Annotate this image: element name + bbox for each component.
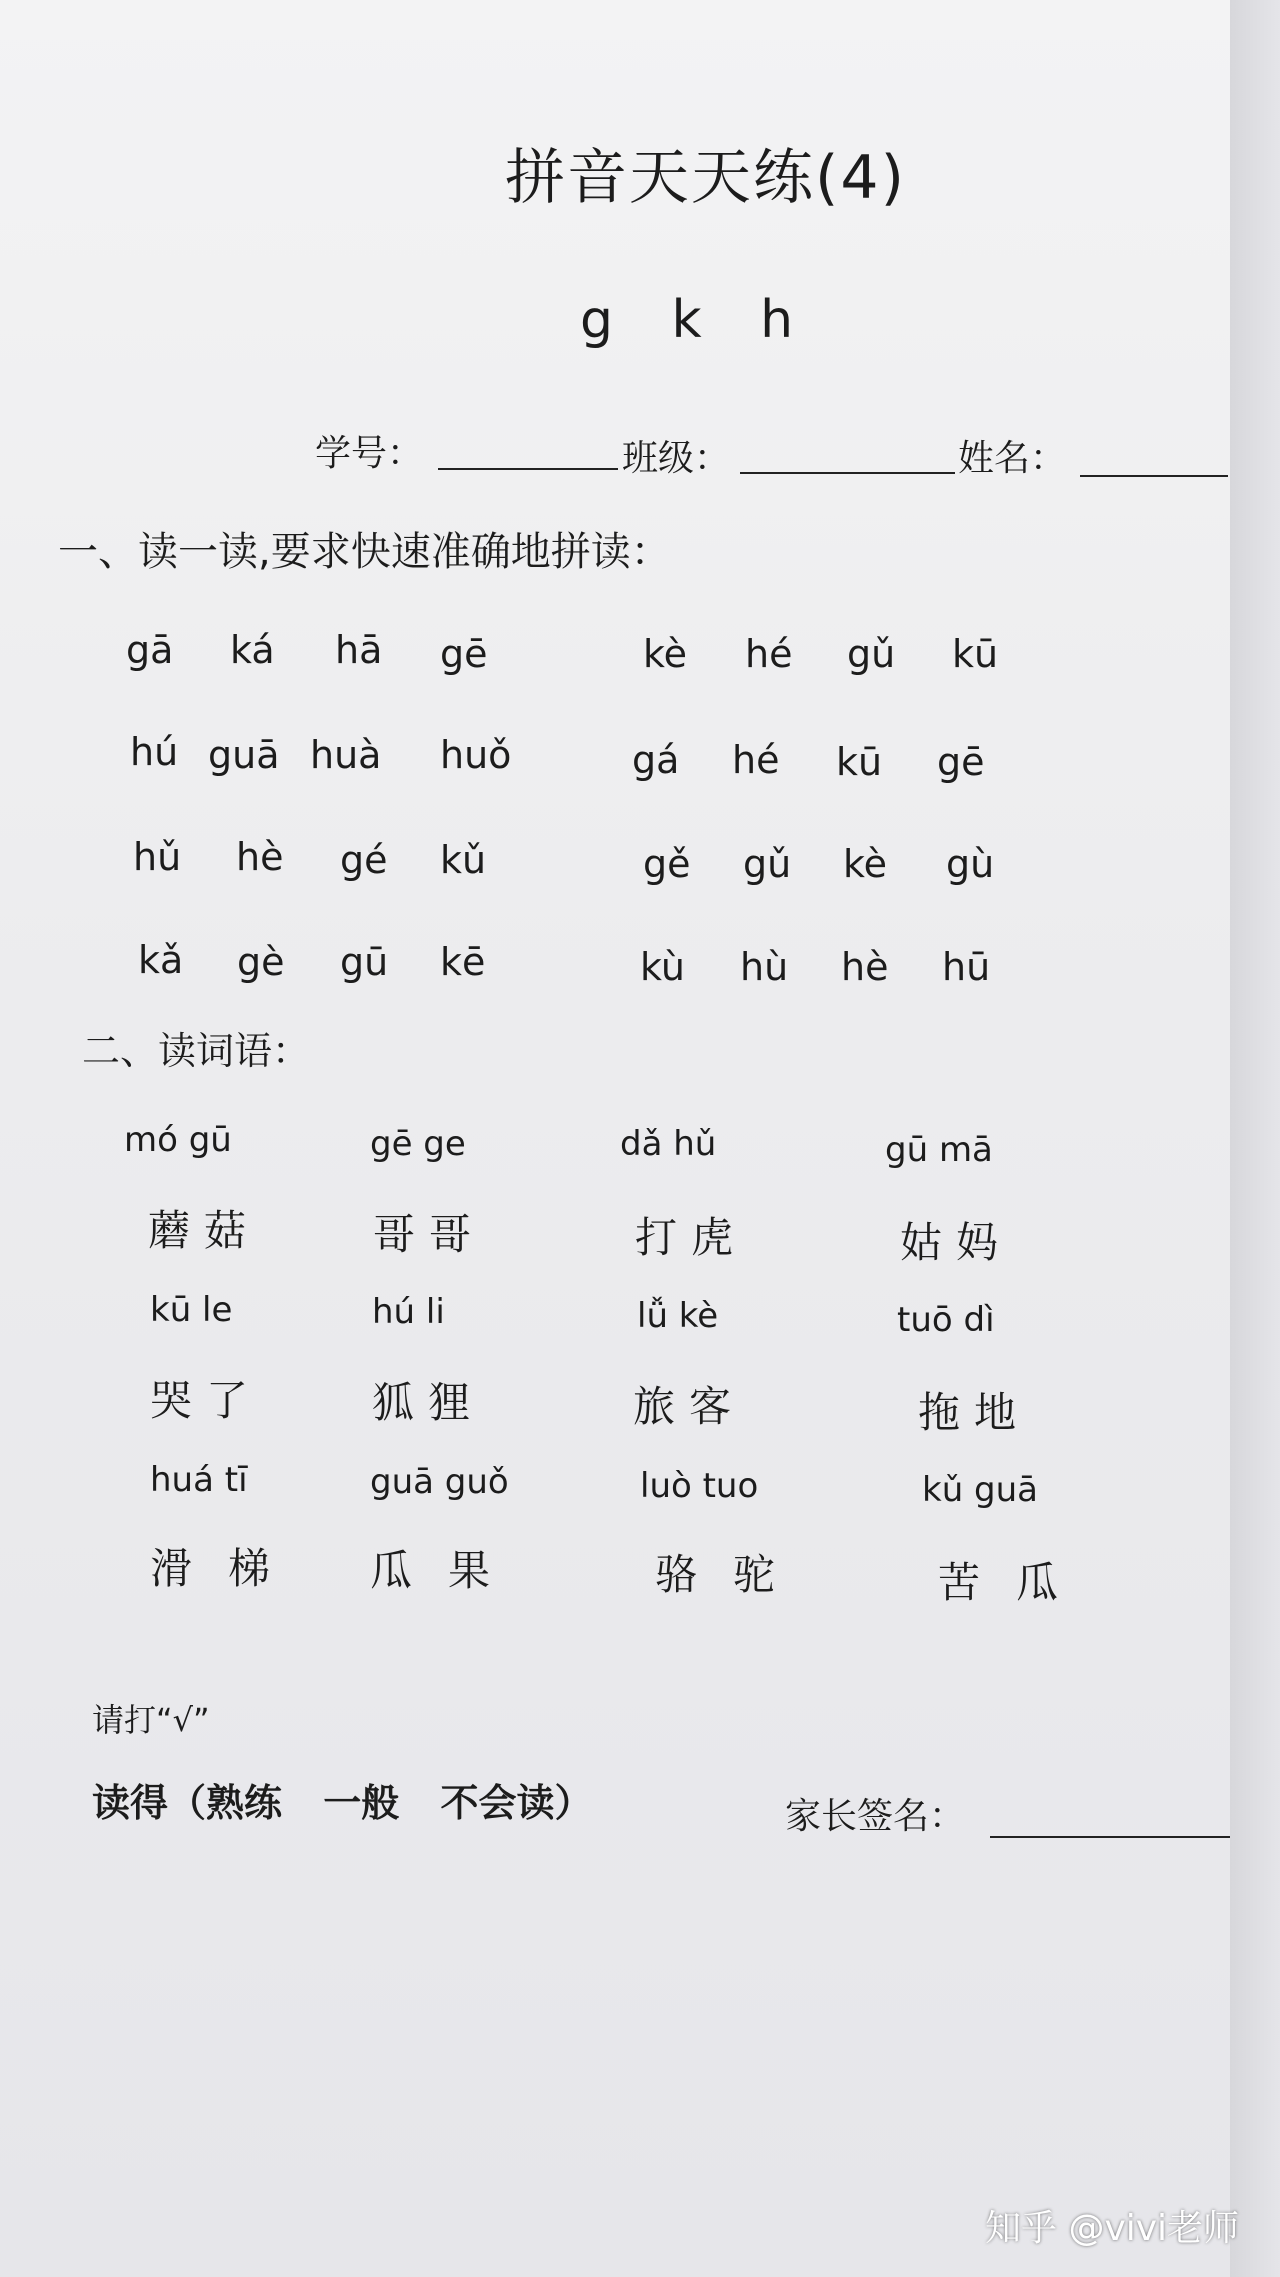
syllable: kǎ	[138, 938, 184, 982]
syllable: kǔ	[440, 838, 487, 882]
section-two-heading: 二、读词语：	[82, 1029, 311, 1073]
page-edge-shadow	[1230, 0, 1280, 2277]
syllable: hù	[740, 945, 789, 989]
syllable: gā	[126, 628, 174, 672]
word-pinyin: kū le	[150, 1290, 233, 1330]
word-hanzi: 瓜果	[370, 1546, 527, 1595]
word-hanzi: 打虎	[635, 1213, 748, 1262]
syllable: hā	[335, 628, 383, 672]
name-blank	[1080, 475, 1228, 477]
word-pinyin: dǎ hǔ	[620, 1124, 717, 1164]
parent-signature-label: 家长签名：	[785, 1796, 966, 1837]
syllable: kē	[440, 940, 486, 984]
word-hanzi: 骆驼	[655, 1550, 812, 1599]
syllable: kū	[952, 632, 999, 676]
parent-signature-blank	[990, 1836, 1230, 1838]
student-number-label: 学号：	[315, 433, 424, 474]
word-hanzi: 滑梯	[150, 1544, 307, 1593]
syllable: hǔ	[133, 835, 182, 879]
class-blank	[740, 472, 955, 474]
word-hanzi: 哭了	[150, 1376, 263, 1425]
syllable: gǔ	[743, 842, 792, 886]
word-hanzi: 哥哥	[373, 1210, 486, 1259]
syllable: kù	[640, 945, 685, 989]
word-hanzi: 旅客	[633, 1382, 746, 1431]
word-pinyin: mó gū	[124, 1120, 232, 1160]
syllable: hú	[130, 730, 179, 774]
watermark: 知乎 @vivi老师	[985, 2208, 1240, 2249]
syllable: gū	[340, 940, 389, 984]
syllable: gē	[440, 632, 488, 676]
word-pinyin: huá tī	[150, 1460, 248, 1500]
check-prompt: 请打“√”	[92, 1701, 210, 1739]
student-number-blank	[438, 468, 618, 470]
word-pinyin: gē ge	[370, 1124, 466, 1164]
word-pinyin: lǚ kè	[637, 1296, 719, 1336]
syllable: gǔ	[847, 632, 896, 676]
syllable: gě	[643, 842, 691, 886]
syllable: ká	[230, 628, 275, 672]
syllable: guā	[208, 733, 280, 777]
section-one-heading: 一、读一读,要求快速准确地拼读：	[58, 529, 671, 575]
syllable: gé	[340, 838, 388, 882]
syllable: kū	[836, 740, 883, 784]
syllable: gá	[632, 738, 680, 782]
word-pinyin: luò tuo	[640, 1466, 759, 1506]
word-pinyin: kǔ guā	[922, 1470, 1039, 1510]
syllable: hè	[841, 945, 889, 989]
syllable: hé	[732, 738, 780, 782]
syllable: hū	[942, 945, 991, 989]
worksheet-letters: g k h	[580, 290, 794, 350]
syllable: hè	[236, 835, 284, 879]
syllable: gè	[237, 940, 285, 984]
syllable: gē	[937, 740, 985, 784]
syllable: kè	[643, 632, 688, 676]
class-label: 班级：	[622, 438, 731, 479]
syllable: kè	[843, 842, 888, 886]
worksheet-title: 拼音天天练(4)	[505, 143, 906, 213]
word-hanzi: 蘑菇	[148, 1206, 261, 1255]
word-hanzi: 拖地	[918, 1388, 1031, 1437]
syllable: huà	[310, 733, 382, 777]
word-pinyin: guā guǒ	[370, 1462, 509, 1502]
word-hanzi: 苦瓜	[938, 1558, 1095, 1607]
syllable: huǒ	[440, 733, 512, 777]
word-pinyin: gū mā	[885, 1130, 993, 1170]
syllable: hé	[745, 632, 793, 676]
word-pinyin: hú li	[372, 1292, 445, 1332]
name-label: 姓名：	[958, 438, 1067, 479]
syllable: gù	[946, 842, 995, 886]
word-hanzi: 姑妈	[900, 1218, 1013, 1267]
reading-rating: 读得（熟练 一般 不会读）	[92, 1781, 593, 1825]
word-pinyin: tuō dì	[897, 1300, 995, 1340]
word-hanzi: 狐狸	[372, 1378, 485, 1427]
